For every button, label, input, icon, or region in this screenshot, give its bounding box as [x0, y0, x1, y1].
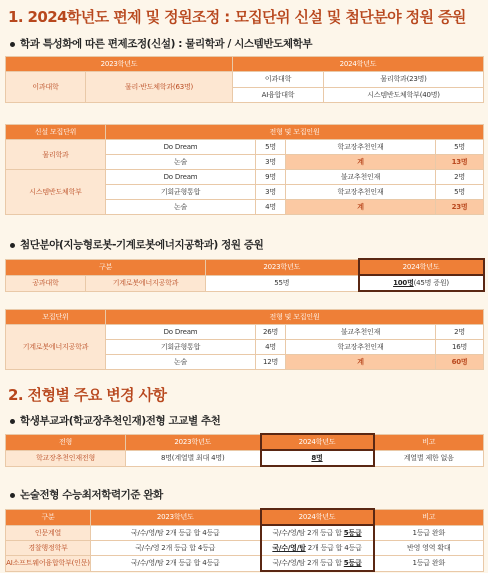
unit-cell: 기계로봇에너지공학과: [6, 325, 106, 370]
cell: 5명: [436, 140, 484, 155]
header-2023: 2023학년도: [6, 57, 233, 72]
college-2024-cell: AI융합대학: [233, 87, 324, 103]
cell: 26명: [256, 325, 286, 340]
cell: 논술: [106, 155, 256, 170]
cell: 기회균형통합: [106, 340, 256, 355]
cell: 불교추천인재: [286, 325, 436, 340]
header-note: 비고: [374, 434, 484, 450]
total-value: 23명: [436, 200, 484, 215]
quota-2023: 55명: [206, 275, 359, 291]
subsection-advanced-title: 첨단분야(지능형로봇-기계로봇에너지공학과) 정원 증원: [10, 237, 263, 252]
header-category: 구분: [6, 509, 91, 525]
total-label: 계: [286, 355, 436, 370]
essay-min-table: [5, 508, 484, 572]
cell: 2명: [436, 170, 484, 185]
value-2023: 국/수/영/탐 2개 등급 합 4등급: [91, 525, 261, 541]
header-unit: 모집단위: [6, 310, 106, 325]
cell: 학교장추천인재: [286, 340, 436, 355]
header-2023: 2023학년도: [91, 509, 261, 525]
cell: 논술: [106, 355, 256, 370]
note-cell: 1등급 완화: [374, 556, 484, 572]
subsection-recommend-title: 학생부교과(학교장추천인재)전형 고교별 추천: [10, 413, 220, 428]
note-cell: 1등급 완화: [374, 525, 484, 541]
header-2023: 2023학년도: [126, 434, 261, 450]
cell: 9명: [256, 170, 286, 185]
cell: 2명: [436, 325, 484, 340]
note-cell: 계열별 제한 없음: [374, 450, 484, 466]
header-type: 전형: [6, 434, 126, 450]
bullet-icon: [10, 419, 15, 424]
header-2024: 2024학년도: [359, 259, 484, 275]
header-2024: 2024학년도: [261, 509, 374, 525]
value-2023: 8명(계열별 최대 4명): [126, 450, 261, 466]
bullet-icon: [10, 493, 15, 498]
note-cell: 반영 영역 확대: [374, 541, 484, 556]
header-unit: 신설 모집단위: [6, 125, 106, 140]
value-2023: 국/수/영/탐 2개 등급 합 4등급: [91, 556, 261, 572]
college-cell: 이과대학: [6, 72, 86, 103]
value-2024: 국/수/영/탐 2개 등급 합 5등급: [261, 556, 374, 572]
header-note: 비고: [374, 509, 484, 525]
total-label: 계: [286, 200, 436, 215]
college-2024-cell: 이과대학: [233, 72, 324, 88]
cell: 12명: [256, 355, 286, 370]
cell: 4명: [256, 200, 286, 215]
value-2024: 국/수/영/탐 2개 등급 합 4등급: [261, 541, 374, 556]
cell: 학교장추천인재: [286, 185, 436, 200]
category-cell: 경찰행정학부: [6, 541, 91, 556]
subsection-reorg-title: 학과 특성화에 따른 편제조정(신설) : 물리학과 / 시스템반도체학부: [10, 36, 312, 51]
cell: Do Dream: [106, 170, 256, 185]
category-cell: 인문계열: [6, 525, 91, 541]
header-2024: 2024학년도: [261, 434, 374, 450]
section2-title: 2. 전형별 주요 변경 사항: [8, 386, 167, 404]
dept-2024-cell: 물리학과(23명): [324, 72, 484, 88]
section1-title: 1. 2024학년도 편제 및 정원조정 : 모집단위 신설 및 첨단분야 정원 증원: [8, 8, 466, 26]
header-2023: 2023학년도: [206, 259, 359, 275]
cell: 16명: [436, 340, 484, 355]
subsection-essay-title: 논술전형 수능최저학력기준 완화: [10, 487, 163, 502]
bullet-icon: [10, 243, 15, 248]
total-value: 13명: [436, 155, 484, 170]
header-category: 구분: [6, 259, 206, 275]
type-cell: 학교장추천인재전형: [6, 450, 126, 466]
total-label: 계: [286, 155, 436, 170]
value-2023: 국/수/영 2개 등급 합 4등급: [91, 541, 261, 556]
advanced-field-table: [5, 258, 485, 292]
category-cell: AI소프트웨어융합학부(인문): [6, 556, 91, 572]
header-2024: 2024학년도: [233, 57, 484, 72]
cell: 3명: [256, 155, 286, 170]
value-2024: 국/수/영/탐 2개 등급 합 5등급: [261, 525, 374, 541]
dept-2023-cell: 물리·반도체학과(63명): [86, 72, 233, 103]
dept-cell: 기계로봇에너지공학과: [86, 275, 206, 291]
reorg-table: [5, 56, 484, 103]
cell: 논술: [106, 200, 256, 215]
value-2024: 8명: [261, 450, 374, 466]
cell: 기회균형통합: [106, 185, 256, 200]
header-quota: 전형 및 모집인원: [106, 310, 484, 325]
cell: 3명: [256, 185, 286, 200]
college-cell: 공과대학: [6, 275, 86, 291]
cell: 5명: [436, 185, 484, 200]
new-units-table: [5, 124, 484, 215]
dept-2024-cell: 시스템반도체학부(40명): [324, 87, 484, 103]
header-quota: 전형 및 모집인원: [106, 125, 484, 140]
cell: 4명: [256, 340, 286, 355]
total-value: 60명: [436, 355, 484, 370]
cell: Do Dream: [106, 140, 256, 155]
unit-cell: 시스템반도체학부: [6, 170, 106, 215]
bullet-icon: [10, 42, 15, 47]
cell: 5명: [256, 140, 286, 155]
quota-2024: 100명(45명 증원): [359, 275, 484, 291]
mech-quota-table: [5, 309, 484, 370]
cell: 학교장추천인재: [286, 140, 436, 155]
cell: Do Dream: [106, 325, 256, 340]
unit-cell: 물리학과: [6, 140, 106, 170]
cell: 불교추천인재: [286, 170, 436, 185]
recommend-table: [5, 433, 484, 467]
